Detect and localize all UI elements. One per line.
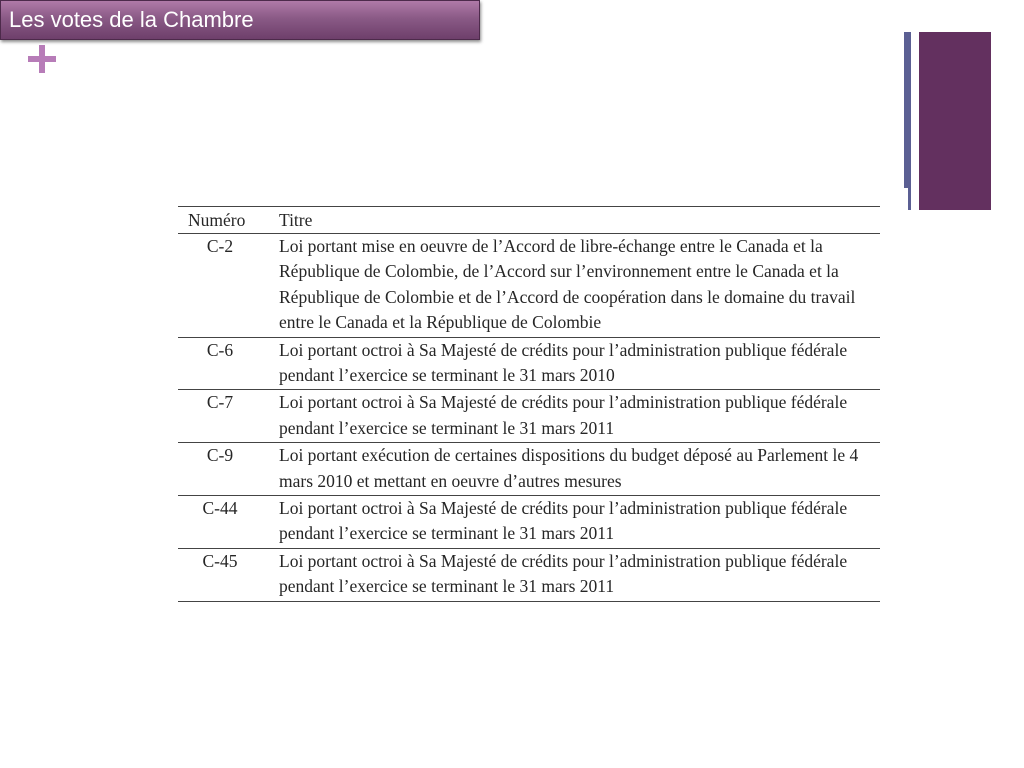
bill-number: C-7 <box>178 390 270 443</box>
bill-title: Loi portant mise en oeuvre de l’Accord de libre-échange entre le Canada et la République de Colombie, de l’Accord sur l’environnement entre le Canada et la République de Colombie et de l’Accord de coopération dans le domaine du travail entre le Canada et la République de Colombie <box>270 234 880 338</box>
title-bar <box>0 0 480 40</box>
bills-table <box>178 206 880 602</box>
decorative-thick-bar <box>919 32 991 210</box>
bill-title: Loi portant octroi à Sa Majesté de crédits pour l’administration publique fédérale pendant l’exercice se terminant le 31 mars 2010 <box>270 337 880 390</box>
bill-number: C-6 <box>178 337 270 390</box>
bill-title: Loi portant exécution de certaines dispositions du budget déposé au Parlement le 4 mars 2010 et mettant en oeuvre d’autres mesures <box>270 443 880 496</box>
bill-number: C-44 <box>178 496 270 549</box>
table-row <box>178 496 880 549</box>
bill-number: C-45 <box>178 548 270 601</box>
table-row <box>178 548 880 601</box>
bill-number: C-9 <box>178 443 270 496</box>
table-row <box>178 234 880 338</box>
table-row <box>178 390 880 443</box>
bill-title: Loi portant octroi à Sa Majesté de crédits pour l’administration publique fédérale pendant l’exercice se terminant le 31 mars 2011 <box>270 390 880 443</box>
column-header-title: Titre <box>270 207 880 234</box>
plus-icon-vertical <box>39 45 45 73</box>
table-header-row <box>178 207 880 234</box>
decorative-thin-bar <box>904 32 911 188</box>
bill-title: Loi portant octroi à Sa Majesté de crédits pour l’administration publique fédérale pendant l’exercice se terminant le 31 mars 2011 <box>270 496 880 549</box>
plus-icon <box>28 45 56 73</box>
decorative-thin-bar-tail <box>908 188 911 210</box>
column-header-number: Numéro <box>178 207 270 234</box>
slide-title: Les votes de la Chambre <box>9 7 254 32</box>
table-row <box>178 337 880 390</box>
table-row <box>178 443 880 496</box>
bill-title: Loi portant octroi à Sa Majesté de crédits pour l’administration publique fédérale pendant l’exercice se terminant le 31 mars 2011 <box>270 548 880 601</box>
bill-number: C-2 <box>178 234 270 338</box>
